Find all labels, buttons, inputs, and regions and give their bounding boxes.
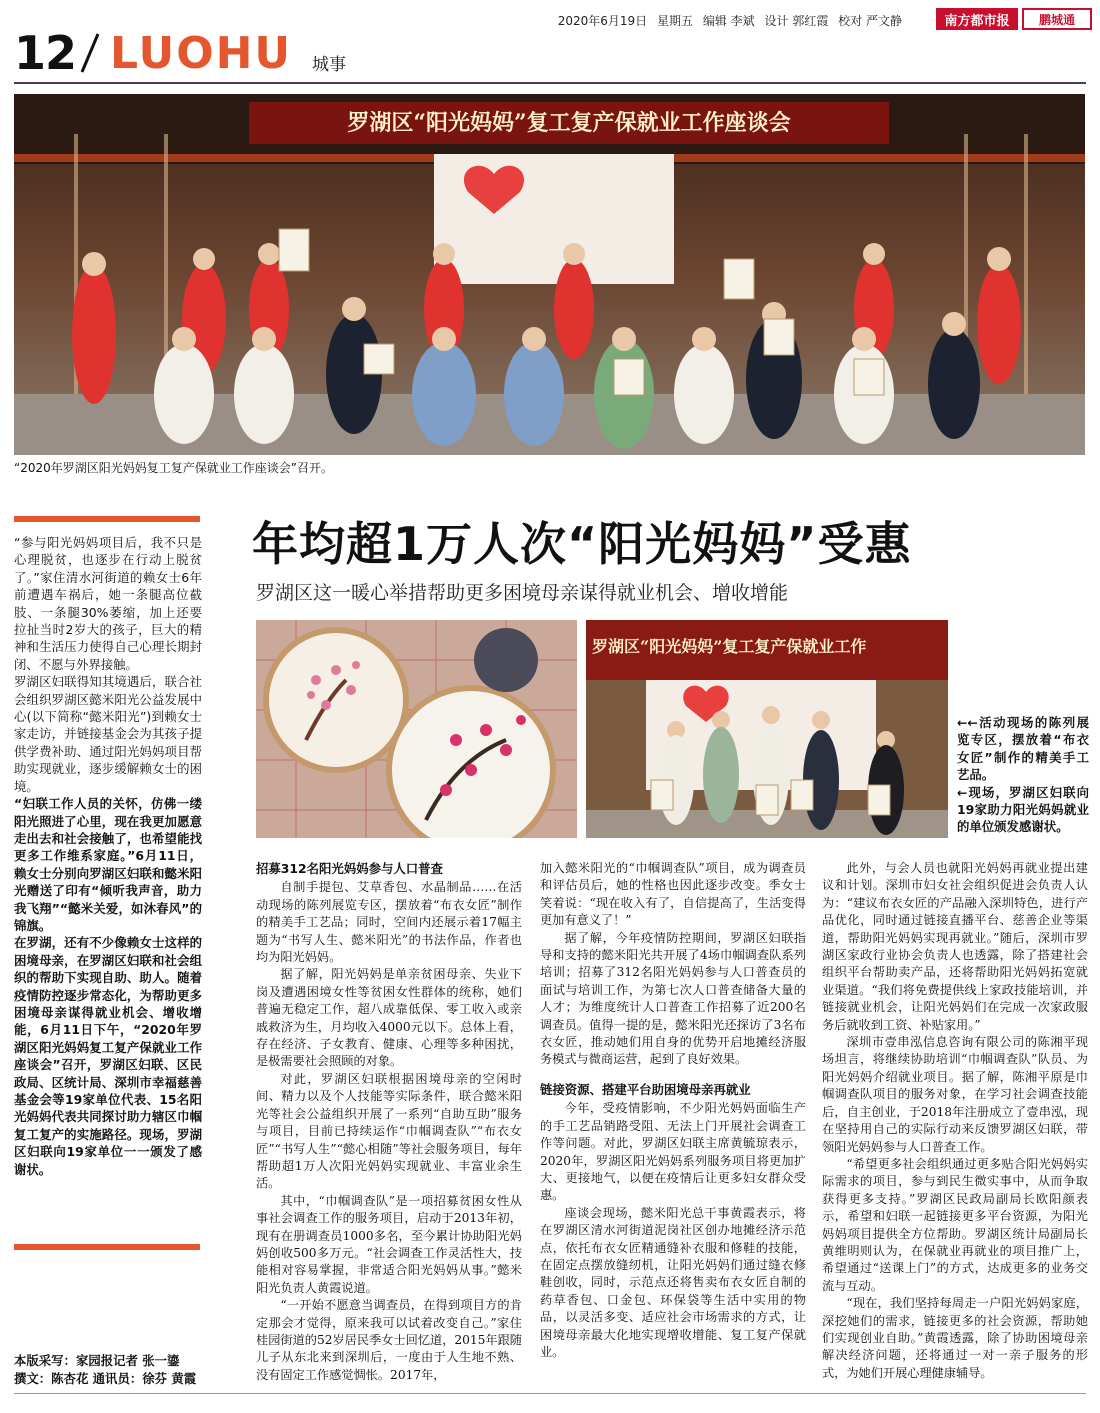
embroidery-photo — [256, 620, 577, 838]
body-paragraph: 深圳市壹串泓信息咨询有限公司的陈湘平现场坦言，将继续协助培训“巾帼调查队”队员、为阳光妈妈介绍就业项目。据了解，陈湘平原是巾帼调查队项目的服务对象，在学习社会调查技能后，自主创业，于2018年注册成立了壹串泓，现在坚持用自己的实际行动来反馈罗湖区妇联，带领阳光妈妈参与人口普查工作。 — [822, 1035, 1088, 1154]
section-heading: 招募312名阳光妈妈参与人口普查 — [256, 861, 443, 876]
article-column-2 — [540, 860, 806, 1361]
sidebar-paragraph: 罗湖区妇联得知其境遇后，联合社会组织罗湖区懿米阳光公益发展中心(以下简称“懿米阳光”)到赖女士家走访，并链接基金会为其孩子提供学费补助、通过阳光妈妈项目帮助实现就业，逐步缓解赖女士的困境。 — [14, 674, 202, 794]
photo-caption: ←现场，罗湖区妇联向19家助力阳光妈妈就业的单位颁发感谢状。 — [957, 784, 1089, 835]
sidebar-paragraph: 在罗湖，还有不少像赖女士这样的困境母亲，在罗湖区妇联和社会组织的帮助下实现自助、助人。随着疫情防控逐步常态化，为帮助更多困境母亲谋得就业机会、增收增能，6月11日下午，“2020年罗湖区阳光妈妈复工复产保就业工作座谈会”召开，罗湖区妇联、区民政局、区统计局、深圳市幸福慈善基金会等19家单位代表、15名阳光妈妈代表共同探讨助力辖区巾帼复工复产的实施路径。现场，罗湖区妇联向19家单位一一颁发了感谢状。 — [14, 935, 202, 1177]
issue-weekday: 星期五 — [657, 14, 694, 28]
credit-line: 本版采写：家园报记者 张一鎏 — [14, 1353, 180, 1368]
article-headline: 年均超1万人次“阳光妈妈”受惠 — [252, 517, 912, 571]
embroidery-illustration — [256, 620, 577, 838]
proofreader-credit: 校对 严文静 — [838, 14, 902, 28]
section-subtitle: 城事 — [312, 55, 346, 75]
newspaper-logo: 南方都市报 — [936, 8, 1018, 30]
group-photo-illustration — [14, 94, 1085, 455]
body-paragraph: “一开始不愿意当调查员，在得到项目方的肯定那会才觉得，原来我可以试着改变自己。”家住桂园街道的52岁居民季女士回忆道，2015年跟随儿子从东北来到深圳后，一度由于人生地不熟、没有固定工作感觉惆怅。2017年， — [256, 1298, 522, 1382]
body-paragraph: 加入懿米阳光的“巾帼调查队”项目，成为调查员和评估员后，她的性格也因此逐步改变。季女士笑着说：“现在收入有了，自信提高了，生活变得更加有意义了！” — [540, 861, 806, 928]
sidebar-paragraph: “妇联工作人员的关怀，仿佛一缕阳光照进了心里，现在我更加愿意走出去和社会接触了，也希望能找更多工作维系家庭。”6月11日，赖女士分别向罗湖区妇联和懿米阳光赠送了印有“倾听我声音，助力我飞翔”“懿米关爱，如沐春风”的锦旗。 — [14, 796, 202, 933]
body-paragraph: 座谈会现场，懿米阳光总干事黄霞表示，将在罗湖区清水河街道泥岗社区创办地摊经济示范点，依托布衣女匠精通缝补衣服和修鞋的技能，在固定点摆放缝纫机，让阳光妈妈们通过缝衣修鞋创收，同时，示范点还将售卖布衣女匠自制的药草香包、口金包、环保袋等生活中实用的物品，以灵活多变、适应社会市场需求的方式，让困境母亲最大化地实现增收增能、复工复产保就业。 — [540, 1205, 806, 1359]
photo-captions — [957, 714, 1089, 836]
photo-banner-text: 罗湖区“阳光妈妈”复工复产保就业工作座谈会 — [347, 110, 791, 136]
article-column-1 — [256, 860, 522, 1384]
credits — [14, 1352, 214, 1388]
footer-rule — [14, 1393, 1086, 1394]
body-paragraph: 今年，受疫情影响，不少阳光妈妈面临生产的手工艺品销路受阻、无法上门开展社会调查工作等问题。对此，罗湖区妇联主席黄毓琼表示，2020年，罗湖区阳光妈妈系列服务项目将更加扩大、更接地气，以便在疫情后让更多妇女群众受惠。 — [540, 1101, 806, 1203]
photo3-banner-text: 罗湖区“阳光妈妈”复工复产保就业工作 — [592, 637, 867, 656]
article-column-3 — [822, 860, 1088, 1382]
page-number: 12 — [14, 26, 77, 80]
editor-credit: 编辑 李斌 — [702, 14, 755, 28]
body-paragraph: 据了解，今年疫情防控期间，罗湖区妇联指导和支持的懿米阳光共开展了4场巾帼调查队系列培训；招募了312名阳光妈妈参与人口普查员的面试与培训工作，为第七次人口普查储备大量的人才；为维度统计人口普查工作招募了近200名调查员。值得一提的是，懿米阳光还探访了3名布衣女匠，推动她们用自身的优势开启地摊经济服务模式与微商运营，起到了良好效果。 — [540, 930, 806, 1067]
body-paragraph: 此外，与会人员也就阳光妈妈再就业提出建议和计划。深圳市妇女社会组织促进会负责人认为：“建议布衣女匠的产品融入深圳特色，进行产品优化，同时通过链接直播平台、慈善企业等渠道，帮助阳光妈妈实现再就业。”随后，深圳市罗湖区家政行业协会负责人也透露，除了搭建社会组织平台帮助卖产品，还将帮助阳光妈妈拓宽就业渠道。“我们将免费提供线上家政技能培训，并链接就业机会，让阳光妈妈们在完成一次家政服务后就收到工资、补贴家用。” — [822, 861, 1088, 1032]
sidebar-top-rule — [14, 516, 200, 522]
main-photo — [14, 94, 1085, 455]
body-paragraph: “现在，我们坚持每周走一户阳光妈妈家庭，深挖她们的需求，链接更多的社会资源，帮助她们实现创业自助。”黄霞透露，除了协助困境母亲解决经济问题，还将通过一对一亲子服务的形式，为她们开展心理健康辅导。 — [822, 1296, 1088, 1380]
award-photo — [586, 620, 948, 838]
main-photo-caption: “2020年罗湖区阳光妈妈复工复产保就业工作座谈会”召开。 — [14, 461, 333, 475]
header-rule — [14, 82, 1086, 84]
credit-line: 撰文：陈杏花 通讯员：徐芬 黄霞 — [14, 1371, 197, 1386]
issue-date: 2020年6月19日 — [557, 14, 648, 28]
header-meta — [552, 12, 902, 29]
article-subheadline: 罗湖区这一暖心举措帮助更多困境母亲谋得就业机会、增收增能 — [256, 582, 789, 604]
pengcheng-logo: 鹏城通 — [1022, 8, 1092, 30]
designer-credit: 设计 郭红霞 — [764, 14, 829, 28]
slash-divider — [78, 30, 100, 76]
photo-caption: ←←活动现场的陈列展览专区，摆放着“布衣女匠”制作的精美手工艺品。 — [957, 715, 1089, 783]
sidebar-bottom-rule — [14, 1244, 200, 1250]
body-paragraph: 自制手提包、艾草香包、水晶制品……在活动现场的陈列展览专区，摆放着“布衣女匠”制作的精美手工艺品；同时，空间内还展示着17幅主题为“书写人生、懿米阳光”的书法作品，作者也均为阳光妈妈。 — [256, 880, 522, 965]
section-title: LUOHU — [110, 28, 293, 79]
body-paragraph: “希望更多社会组织通过更多贴合阳光妈妈实际需求的项目，参与到民生微实事中，从而争取获得更多支持。”罗湖区民政局副局长欧阳颜表示，希望和妇联一起链接更多平台资源，为阳光妈妈项目提供全方位帮助。罗湖区统计局副局长黄维明则认为，在保就业再就业的项目推广上，希望通过“送课上门”的方式，达成更多的业务交流与互动。 — [822, 1156, 1088, 1293]
sidebar-paragraph: “参与阳光妈妈项目后，我不只是心理脱贫，也逐步在行动上脱贫了。”家住清水河街道的赖女士6年前遭遇车祸后，她一条腿高位截肢、一条腿30%萎缩，加上还要拉扯当时2岁大的孩子，巨大的精神和生活压力使得自己心理长期封闭、不愿与外界接触。 — [14, 535, 202, 672]
body-paragraph: 其中，“巾帼调查队”是一项招募贫困女性从事社会调查工作的服务项目，启动于2013年初，现有在册调查员1000多名，至今累计协助阳光妈妈创收500多万元。“社会调查工作灵活性大，技能相对容易掌握，非常适合阳光妈妈从事。”懿米阳光负责人黄霞说道。 — [256, 1193, 522, 1295]
section-heading: 链接资源、搭建平台助困境母亲再就业 — [540, 1081, 751, 1097]
body-paragraph: 对此，罗湖区妇联根据困境母亲的空闲时间、精力以及个人技能等实际条件，联合懿米阳光等社会公益组织开展了一系列“自助互助”服务与项目，目前已持续运作“巾帼调查队”“布衣女匠”“书写人生”“懿心相随”等社会服务项目，每年帮助超1万人次阳光妈妈实现就业、丰富业余生活。 — [256, 1071, 522, 1191]
sidebar-intro — [14, 534, 202, 1178]
body-paragraph: 据了解，阳光妈妈是单亲贫困母亲、失业下岗及遭遇困境女性等贫困女性群体的统称，她们普遍无稳定工作，超八成靠低保、零工收入或亲戚救济为生，月均收入4000元以下。总体上看，存在经济、子女教育、健康、心理等多种困扰，是极需要社会照顾的对象。 — [256, 967, 522, 1069]
